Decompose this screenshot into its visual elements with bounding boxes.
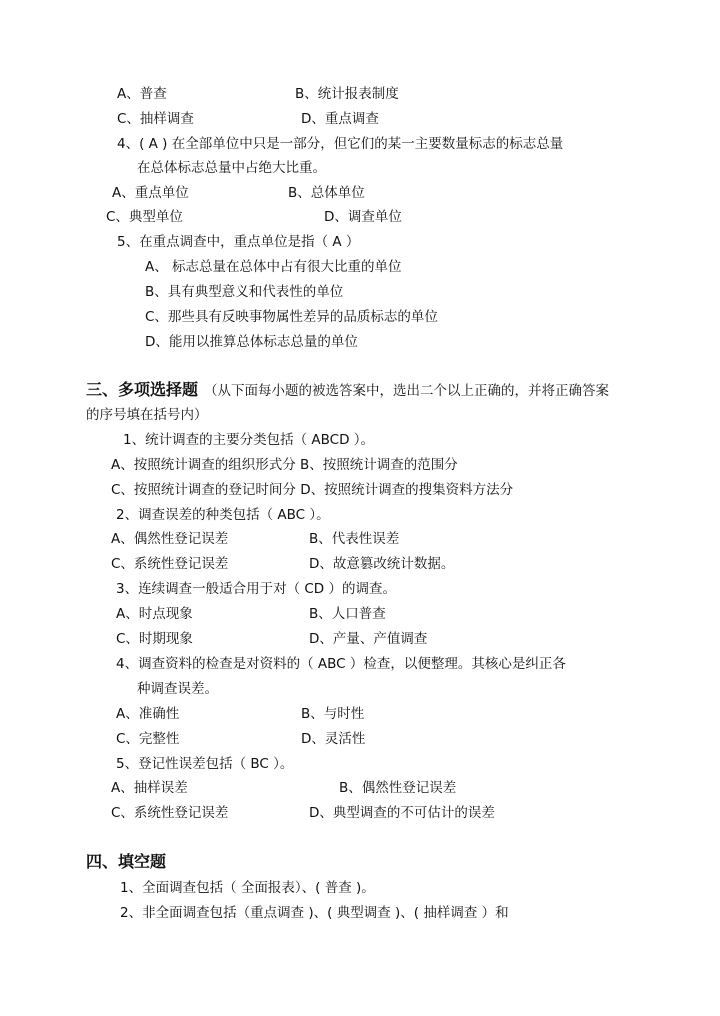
option-text: D、调查单位 (324, 209, 402, 225)
question-text: 种调查误差。 (137, 681, 218, 697)
option-text: B、偶然性登记误差 (339, 780, 457, 796)
option-text: B、人口普查 (309, 606, 386, 622)
option-text: B、与时性 (301, 706, 365, 722)
option-text: A、偶然性登记误差 (111, 531, 229, 547)
option-text: C、按照统计调查的登记时间分 D、按照统计调查的搜集资料方法分 (111, 482, 514, 498)
option-text: B、代表性误差 (309, 531, 400, 547)
question-text: 4、调查资料的检查是对资料的（ ABC ）检查，以便整理。其核心是纠正各 (116, 656, 566, 672)
option-text: C、那些具有反映事物属性差异的品质标志的单位 (145, 309, 438, 325)
option-text: C、完整性 (116, 731, 180, 747)
question-text: 3、连续调查一般适合用于对（ CD ）的调查。 (116, 581, 396, 597)
section-intro: 的序号填在括号内） (86, 407, 208, 423)
question-text: 1、全面调查包括（ 全面报表）、( 普查 )。 (120, 880, 375, 896)
question-text: 5、在重点调查中，重点单位是指（ A ） (117, 234, 360, 250)
section-title: 四、填空题 (86, 852, 167, 871)
question-text: 在总体标志总量中占绝大比重。 (137, 160, 326, 176)
option-text: D、重点调查 (301, 111, 379, 127)
option-text: A、准确性 (116, 706, 180, 722)
option-text: A、抽样误差 (111, 780, 188, 796)
option-text: C、系统性登记误差 (111, 556, 229, 572)
section-intro: （从下面每小题的被选答案中，选出二个以上正确的，并将正确答案 (204, 383, 609, 399)
option-text: C、抽样调查 (117, 111, 194, 127)
question-text: 2、调查误差的种类包括（ ABC ）。 (116, 507, 330, 523)
option-text: A、重点单位 (112, 185, 189, 201)
option-text: C、时期现象 (116, 631, 193, 647)
option-text: C、系统性登记误差 (111, 805, 229, 821)
option-text: A、 标志总量在总体中占有很大比重的单位 (145, 259, 402, 275)
option-text: B、具有典型意义和代表性的单位 (145, 284, 344, 300)
option-text: A、时点现象 (116, 606, 193, 622)
question-text: 2、非全面调查包括（重点调查 )、( 典型调查 )、( 抽样调查 ）和 (120, 905, 509, 921)
section-title: 三、多项选择题 (86, 380, 199, 399)
option-text: D、能用以推算总体标志总量的单位 (145, 334, 358, 350)
question-text: 1、统计调查的主要分类包括（ ABCD ）。 (123, 432, 375, 448)
option-text: D、典型调查的不可估计的误差 (309, 805, 495, 821)
option-text: D、故意篡改统计数据。 (309, 556, 455, 572)
question-text: 5、登记性误差包括（ BC ）。 (116, 756, 294, 772)
option-text: D、产量、产值调查 (309, 631, 428, 647)
question-text: 4、( A ) 在全部单位中只是一部分，但它们的某一主要数量标志的标志总量 (117, 136, 564, 152)
option-text: A、按照统计调查的组织形式分 B、按照统计调查的范围分 (111, 457, 458, 473)
option-text: B、统计报表制度 (295, 86, 399, 102)
option-text: D、灵活性 (301, 731, 366, 747)
option-text: C、典型单位 (106, 209, 183, 225)
option-text: A、普查 (117, 86, 167, 102)
option-text: B、总体单位 (288, 185, 365, 201)
